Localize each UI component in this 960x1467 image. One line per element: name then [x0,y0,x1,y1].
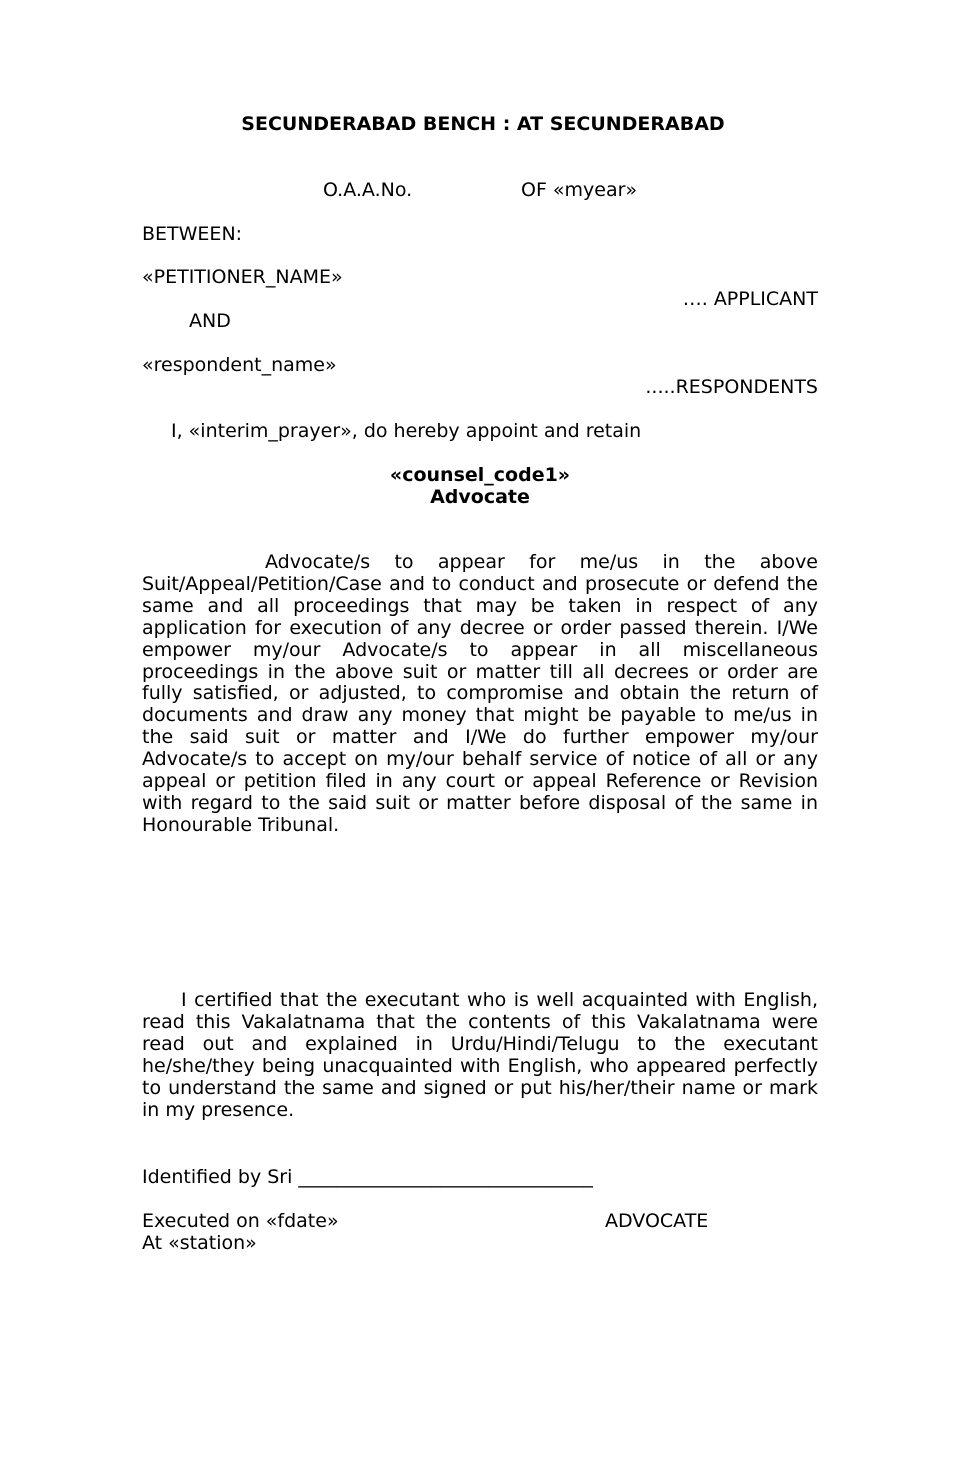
applicant-label: …. APPLICANT [682,288,818,310]
identified-by-line: Identified by Sri _______________________________ [142,1166,593,1188]
advocate-signature-label: ADVOCATE [605,1210,709,1232]
appointment-line: I, «interim_prayer», do hereby appoint and retain [171,420,642,442]
executed-on-line: Executed on «fdate» [142,1210,339,1232]
and-label: AND [189,310,231,332]
case-number-label: O.A.A.No. [323,179,413,201]
bench-heading: SECUNDERABAD BENCH : AT SECUNDERABAD [241,113,725,135]
certification-paragraph: I certified that the executant who is well acquainted with English, read this Vakalatnama that the contents of this Vakalatnama were read out and explained in Urdu/Hindi/Telugu to the executant he/she/they being unacquainted with English, who appeared perfectly to understand the same and signed or put his/her/their name or mark in my presence. [142,989,818,1121]
authority-paragraph: Advocate/s to appear for me/us in the above Suit/Appeal/Petition/Case and to conduct and prosecute or defend the same and all proceedings that may be taken in respect of any application for execution of any decree or order passed therein. I/We empower my/our Advocate/s to appear in all miscellaneous proceedings in the above suit or matter till all decrees or order are fully satisfied, or adjusted, to compromise and obtain the return of documents and draw any money that might be payable to me/us in the said suit or matter and I/We do further empower my/our Advocate/s to accept on my/our behalf service of notice of all or any appeal or petition filed in any court or appeal Reference or Revision with regard to the said suit or matter before disposal of the same in Honourable Tribunal. [142,551,818,836]
respondent-name: «respondent_name» [142,354,337,376]
counsel-code: «counsel_code1» [389,464,571,486]
station-line: At «station» [142,1232,257,1254]
between-label: BETWEEN: [142,223,243,245]
case-year: OF «myear» [521,179,638,201]
advocate-title: Advocate [430,486,530,508]
petitioner-name: «PETITIONER_NAME» [142,266,343,288]
respondents-label: .....RESPONDENTS [645,376,818,398]
